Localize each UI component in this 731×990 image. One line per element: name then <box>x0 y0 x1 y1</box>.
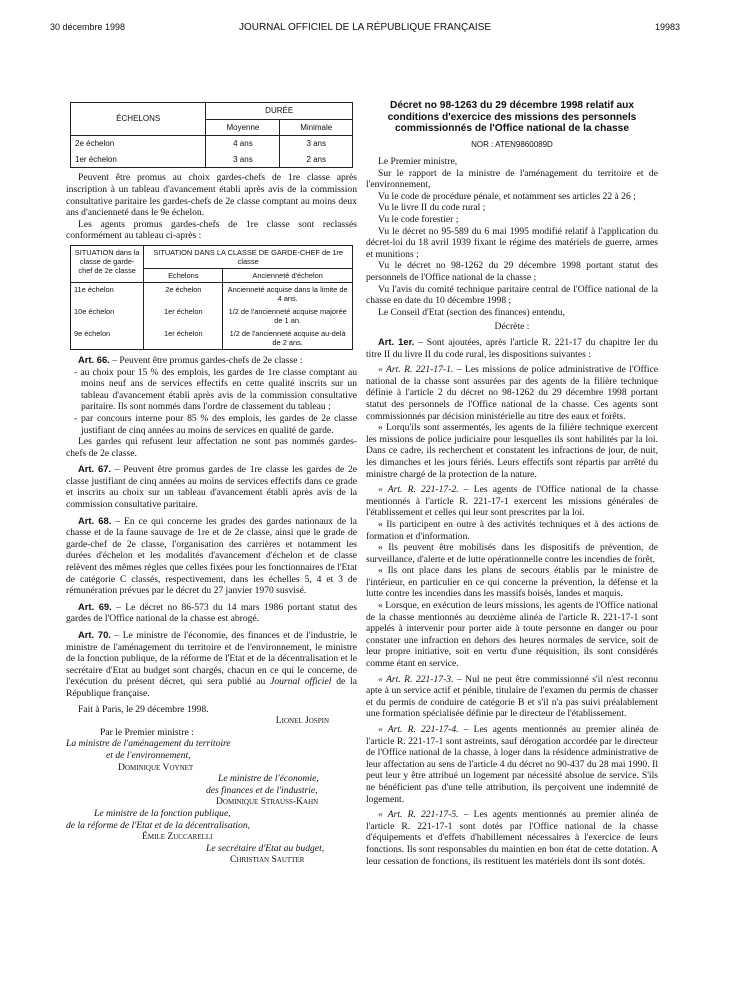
th-echelons: ÉCHELONS <box>71 103 206 136</box>
visa: Vu le décret no 95-589 du 6 mai 1995 modifié relatif à l'application du décret-loi du 18 avril 1939 fixant le régime des matériels de guerre, armes et munitions ; <box>366 225 658 260</box>
th-duree: DURÉE <box>206 103 353 120</box>
right-column <box>366 100 658 867</box>
article-label: Art. 70. <box>78 629 111 640</box>
cell-moyenne: 4 ans <box>206 136 280 152</box>
header-date: 30 décembre 1998 <box>50 22 126 32</box>
nor-reference: NOR : ATEN9860089D <box>471 139 553 149</box>
th-situation: SITUATION dans la classe de garde-chef de 2e classe <box>71 245 144 282</box>
visa: Vu le livre II du code rural ; <box>378 202 486 214</box>
article-label: Art. 68. <box>78 514 112 526</box>
cell-to: 2e échelon <box>144 282 223 305</box>
paragraph: « Ils participent en outre à des activités techniques et à des actions de formation et d'information. <box>366 518 658 542</box>
fait-a-paris: Fait à Paris, le 29 décembre 1998. <box>78 703 209 715</box>
article-label: Art. 69. <box>78 600 112 612</box>
th-anciennete: Ancienneté d'échelon <box>223 268 353 282</box>
cell-minimale: 3 ans <box>280 136 353 152</box>
article-r221-17-3: « Art. R. 221-17-3. – Nul ne peut être commissionné s'il n'est reconnu apte à un service actif et pénible, titulaire de l'examen du permis de chasser et du permis de conduire de catégorie B et s'il n'a pas suivi préalablement une formation spécialisée définie par le directeur de l'établissement. <box>366 673 658 720</box>
cell-to: 1er échelon <box>144 305 223 327</box>
article-label: « Art. R. 221-17-1. <box>378 364 454 376</box>
list-item: - par concours interne pour 85 % des emplois, les gardes de 2e classe justifiant de cinq années au moins de services en qualité de garde. <box>74 413 357 436</box>
list-item: - au choix pour 15 % des emplois, les gardes de 1re classe comptant au moins neuf ans de services effectifs en cette qualité inscrits sur un tableau d'avancement établi après avis de la commission consultative paritaire. Ils sont nommés dans l'ordre de classement du tableau ; <box>74 367 357 413</box>
signature-eco-title: Le ministre de l'économie, <box>218 773 319 785</box>
signature-pm: Lionel Jospin <box>275 715 329 727</box>
signature-eco-title2: des finances et de l'industrie, <box>206 784 318 796</box>
visa: Vu le code de procédure pénale, et notamment ses articles 22 à 26 ; <box>378 190 636 202</box>
article-label: Art. 1er. <box>378 336 415 347</box>
table-row <box>71 152 353 168</box>
signature-env-title: La ministre de l'aménagement du territoire <box>66 738 231 750</box>
article-label: « Art. R. 221-17-2. <box>378 484 459 496</box>
cell-anc: 1/2 de l'ancienneté acquise au-delà de 2 ans. <box>223 327 353 350</box>
signature-eco-name: Dominique Strauss-Kahn <box>216 796 319 808</box>
signature-fp-title: Le ministre de la fonction publique, <box>94 807 231 819</box>
visa: Vu l'avis du comité technique paritaire central de l'Office national de la chasse en date du 10 décembre 1998 ; <box>366 283 658 307</box>
header-journal-title: JOURNAL OFFICIEL DE LA RÉPUBLIQUE FRANÇAISE <box>238 22 492 33</box>
visa: Le Conseil d'Etat (section des finances) entendu, <box>378 306 565 318</box>
paragraph: « Ils peuvent être mobilisés dans les dispositifs de prévention, de surveillance, d'alerte et de lutte opérationnelle contre les incendies de forêt. <box>366 542 658 565</box>
article-label: Art. 67. <box>78 463 112 475</box>
decree-title: Décret no 98-1263 du 29 décembre 1998 relatif aux conditions d'exercice des missions des personnels commissionnés de l'Office national de la chasse <box>387 100 637 134</box>
paragraph: Les gardes qui refusent leur affectation ne sont pas nommés gardes-chefs de 2e classe. <box>66 436 357 459</box>
paragraph: « Ils ont place dans les plans de secours établis par le ministre de l'intérieur, en particulier en ce qui concerne la prévention, la défense et la lutte contre les incendies dans les massifs boisés, landes et maquis. <box>366 565 658 600</box>
table-row <box>71 327 353 350</box>
reclassement-table <box>70 245 353 350</box>
cell-to: 1er échelon <box>144 327 223 350</box>
th-echelons: Echelons <box>144 268 223 282</box>
cell-from: 9e échelon <box>71 327 144 350</box>
table-row <box>71 282 353 305</box>
header-page-number: 19983 <box>654 22 680 32</box>
article-67: Art. 67. – Peuvent être promus gardes de 1re classe les gardes de 2e classe justifiant de cinq années au moins de services effectifs dans ce grade et inscrits au choix sur un tableau d'avancement établi après avis de la commission consultative paritaire. <box>66 463 357 511</box>
signature-env-title2: et de l'environnement, <box>106 749 191 761</box>
article-r221-17-4: « Art. R. 221-17-4. – Les agents mentionnés au premier alinéa de l'article R. 221-17-1 sont astreints, sauf dérogation accordée par le directeur de l'Office national de la chasse, à loger dans la résidence administrative de leur affectation au sens de l'article 4 du décret no 90-437 du 28 mai 1990. Il peut leur y être attribué un logement par nécessité absolue de service. S'ils ne bénéficient pas d'une telle attribution, ils perçoivent une indemnité de logement. <box>366 724 658 805</box>
article-label: « Art. R. 221-17-5. <box>378 809 459 821</box>
article-69: Art. 69. – Le décret no 86-573 du 14 mars 1986 portant statut des gardes de l'Office national de la chasse est abrogé. <box>66 600 357 625</box>
article-label: « Art. R. 221-17-3. <box>378 673 454 685</box>
cell-moyenne: 3 ans <box>206 152 280 168</box>
signature-env-name: Dominique Voynet <box>118 761 194 773</box>
visa: Vu le code forestier ; <box>378 214 459 226</box>
signature-budget-title: Le secrétaire d'Etat au budget, <box>206 842 325 854</box>
signature-fp-name: Émile Zuccarelli <box>142 831 213 843</box>
article-r221-17-2: « Art. R. 221-17-2. – Les agents de l'Office national de la chasse mentionnés à l'article R. 221-17-1 exercent les missions générales de l'établissement et celles qui leur sont prescrites par la loi. <box>366 484 658 519</box>
paragraph: « Lorsque, en exécution de leurs missions, les agents de l'Office national de la chasse mentionnés au deuxième alinéa de l'article R. 221-17-1 sont appelés à intervenir pour porter aide à toute personne en danger ou pour constater une infraction en dehors des heures normales de service, soit de leur propre initiative, soit en vertu d'une réquisition, ils sont considérés comme étant en service. <box>366 600 658 670</box>
paragraph: « Lorqu'ils sont assermentés, les agents de la filière technique exercent les missions de police judiciaire pour lesquelles ils sont habilités par la loi. Dans ce cadre, ils recherchent et constatent les infractions de jour, de nuit, les dimanches et les jours fériés. Leurs effectifs sont répartis par arrêté du ministre chargé de la protection de la nature. <box>366 422 658 480</box>
th-situation-new: SITUATION DANS LA CLASSE DE GARDE-CHEF de 1re classe <box>144 245 353 268</box>
article-68: Art. 68. – En ce qui concerne les grades des gardes nationaux de la chasse et de la faune sauvage de 1re et de 2e classe, ainsi que le grade de garde-chef de 2e classe, l'organisation des carrières et notamment les durées d'échelon et les modalités d'avancement d'échelon et de classe relèvent des mêmes règles que celles fixées pour les fonctionnaires de l'Etat de catégorie C classés, respectivement, dans les échelles 5, 4 et 3 de rémunération prévues par le décret du 27 janvier 1970 susvisé. <box>66 514 357 597</box>
article-r221-17-5: « Art. R. 221-17-5. – Les agents mentionnés au premier alinéa de l'article R. 221-17-1 sont dotés par l'Office national de la chasse d'équipements et d'effets d'habillement nécessaires à l'exercice de leurs fonctions. Ils sont responsables du maintien en bon état de cette dotation. A leur cessation de fonctions, ils restituent les matériels dont ils sont dotés. <box>366 809 658 867</box>
article-1: Art. 1er. – Sont ajoutées, après l'article R. 221-17 du chapitre Ier du titre II du livre II du code rural, les dispositions suivantes : <box>366 336 658 360</box>
article-r221-17-1: « Art. R. 221-17-1. – Les missions de police administrative de l'Office national de la chasse sont assurées par des agents de la filière technique définie à l'article 2 du décret no 98-1262 du 29 décembre 1998 portant statut des personnels de l'Office national de la chasse. Ces agents sont commissionnés par décision ministérielle au titre des eaux et forêts. <box>366 364 659 422</box>
visa: Le Premier ministre, <box>378 156 458 168</box>
page-header <box>50 22 680 36</box>
duration-table <box>70 102 353 168</box>
article-66: Art. 66. – Peuvent être promus gardes-chefs de 2e classe : <box>78 353 303 366</box>
signature-budget-name: Christian Sautter <box>230 854 305 866</box>
article-label: « Art. R. 221-17-4. <box>378 724 459 735</box>
par-premier-ministre: Par le Premier ministre : <box>100 726 194 738</box>
cell-from: 10e échelon <box>71 305 144 327</box>
paragraph: Les agents promus gardes-chefs de 1re classe sont reclassés conformément au tableau ci-après : <box>66 218 357 242</box>
th-moyenne: Moyenne <box>206 119 280 136</box>
cell-anc: Ancienneté acquise dans la limite de 4 ans. <box>223 282 353 305</box>
signature-fp-title2: de la réforme de l'Etat et de la décentralisation, <box>66 819 251 831</box>
article-70: Art. 70. – Le ministre de l'économie, des finances et de l'industrie, le ministre de l'aménagement du territoire et de l'environnement, le ministre de la fonction publique, de la réforme de l'Etat et de la décentralisation et le secrétaire d'Etat au budget sont chargés, chacun en ce qui le concerne, de l'exécution du présent décret, qui sera publié au Journal officiel de la République française. <box>66 629 357 699</box>
article-label: Art. 66. <box>78 353 110 365</box>
article-66-list <box>66 367 357 437</box>
cell-from: 11e échelon <box>71 282 144 305</box>
visa: Sur le rapport de la ministre de l'aménagement du territoire et de l'environnement, <box>366 167 658 191</box>
table-row <box>71 305 353 327</box>
visa: Vu le décret no 98-1262 du 29 décembre 1998 portant statut des personnels de l'Office national de la chasse ; <box>366 260 658 284</box>
table-row <box>71 136 353 152</box>
cell-echelon: 2e échelon <box>71 136 206 152</box>
cell-minimale: 2 ans <box>280 152 353 168</box>
decrete: Décrète : <box>494 321 530 333</box>
th-minimale: Minimale <box>280 119 353 136</box>
paragraph: Peuvent être promus au choix gardes-chefs de 1re classe après inscription à un tableau d'avancement établi après avis de la commission consultative paritaire les gardes-chefs de 2e classe comptant au moins deux ans d'ancienneté dans le 9e échelon. <box>66 172 357 219</box>
cell-anc: 1/2 de l'ancienneté acquise majorée de 1 an. <box>223 305 353 327</box>
cell-echelon: 1er échelon <box>71 152 206 168</box>
left-column <box>66 90 357 866</box>
